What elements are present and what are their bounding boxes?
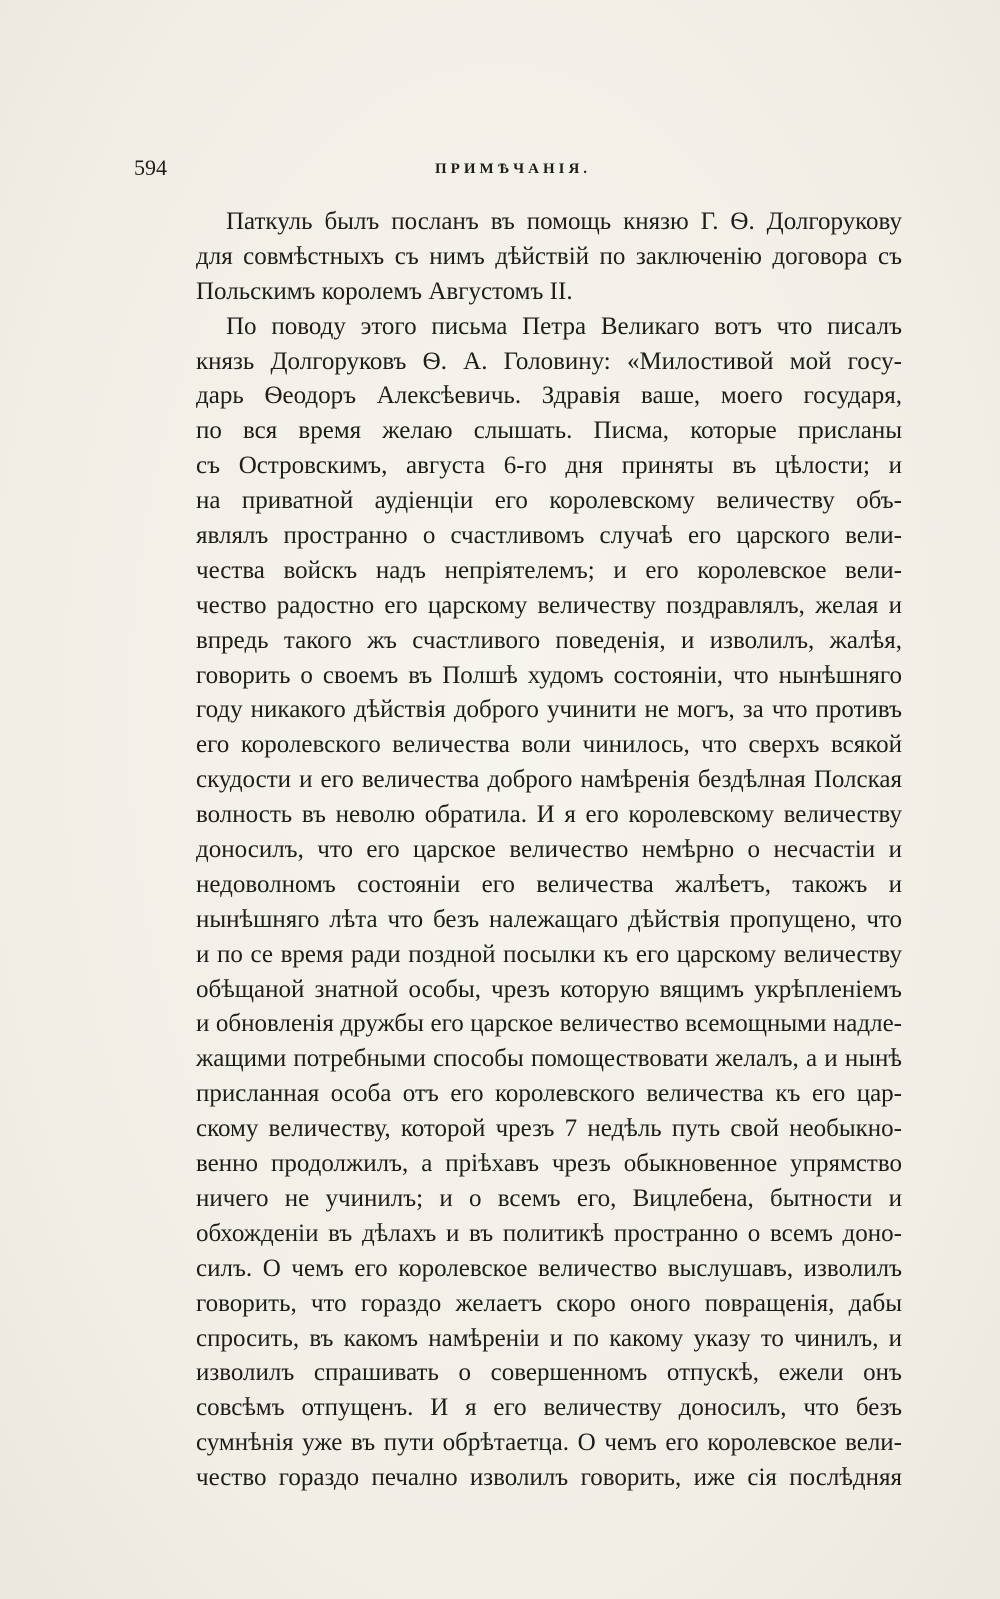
text-line: съ Островскимъ, августа 6-го дня приняты въ цѣлости; и [196,452,902,480]
text-line: присланная особа отъ его королевского величества къ его цар- [196,1080,902,1108]
text-line: князь Долгоруковъ Ѳ. А. Головину: «Милостивой мой госу- [196,347,902,375]
text-line: году никакого дѣйствія доброго учинити не могъ, за что противъ [196,696,902,724]
text-line: жащими потребными способы помоществовати желалъ, а и нынѣ [196,1045,902,1073]
text-line: волность въ неволю обратила. И я его королевскому величеству [196,801,902,829]
text-line: венно продолжилъ, а пріѣхавъ чрезъ обыкновенное упрямство [196,1150,902,1178]
text-line: чества войскъ надъ непріятелемъ; и его королевское вели- [196,556,902,584]
text-line: Паткуль былъ посланъ въ помощь князю Г. Ѳ. Долгорукову [226,208,902,235]
text-line: скудости и его величества доброго намѣренія бездѣлная Полская [196,766,902,794]
text-line: спросить, въ какомъ намѣреніи и по какому указу то чинилъ, и [196,1324,902,1352]
text-line: ничего не учинилъ; и о всемъ его, Вицлебена, бытности и [196,1184,902,1212]
text-line: его королевского величества воли чинилось, что сверхъ всякой [196,731,902,759]
page-number: 594 [134,155,167,180]
text-line: сумнѣнія уже въ пути обрѣтаетца. О чемъ его королевское вели- [196,1429,902,1457]
text-line: чество радостно его царскому величеству поздравлялъ, желая и [196,591,902,619]
text-line: дарь Ѳеодоръ Алексѣевичь. Здравія ваше, моего государя, [196,382,902,410]
text-line: обхожденіи въ дѣлахъ и въ политикѣ пространно о всемъ доно- [196,1219,902,1247]
text-line: говорить, что гораздо желаетъ скоро оного повращенія, дабы [196,1289,902,1317]
running-head: ПРИМѢЧАНІЯ. [435,161,592,177]
text-line: и по се время ради поздной посылки къ его царскому величеству [196,940,902,968]
text-line: по вся время желаю слышать. Писма, которые присланы [196,417,902,445]
text-line: на приватной аудіенціи его королевскому величеству объ- [196,487,902,515]
text-line: для совмѣстныхъ съ нимъ дѣйствій по заключенію договора съ [196,242,902,270]
text-line: и обновленія дружбы его царское величество всемощными надле- [196,1010,902,1038]
text-line: являлъ пространно о счастливомъ случаѣ его царского вели- [196,522,902,550]
text-line: По поводу этого письма Петра Великаго вотъ что писалъ [226,312,902,340]
text-line: доносилъ, что его царское величество немѣрно о несчастіи и [196,836,902,864]
text-line: чество гораздо печално изволилъ говорить, иже сія послѣдняя [196,1464,902,1492]
text-line: совсѣмъ отпущенъ. И я его величеству доносилъ, что безъ [196,1394,902,1422]
text-line: недоволномъ состояніи его величества жалѣетъ, такожъ и [196,870,902,898]
text-line: скому величеству, которой чрезъ 7 недѣль путь свой необыкно- [196,1115,902,1143]
text-line: обѣщаной знатной особы, чрезъ которую вящимъ укрѣпленіемъ [196,975,902,1003]
body-text [196,205,902,1496]
text-line: впредь такого жъ счастливого поведенія, и изволилъ, жалѣя, [196,626,902,654]
text-line: изволилъ спрашивать о совершенномъ отпускѣ, ежели онъ [196,1359,902,1387]
text-line: Польскимъ королемъ Августомъ II. [196,277,573,305]
text-line: силъ. О чемъ его королевское величество выслушавъ, изволилъ [196,1254,902,1282]
text-line: говорить о своемъ въ Полшѣ худомъ состояніи, что нынѣшняго [196,661,902,689]
text-line: нынѣшняго лѣта что безъ належащаго дѣйствія пропущено, что [196,905,902,933]
